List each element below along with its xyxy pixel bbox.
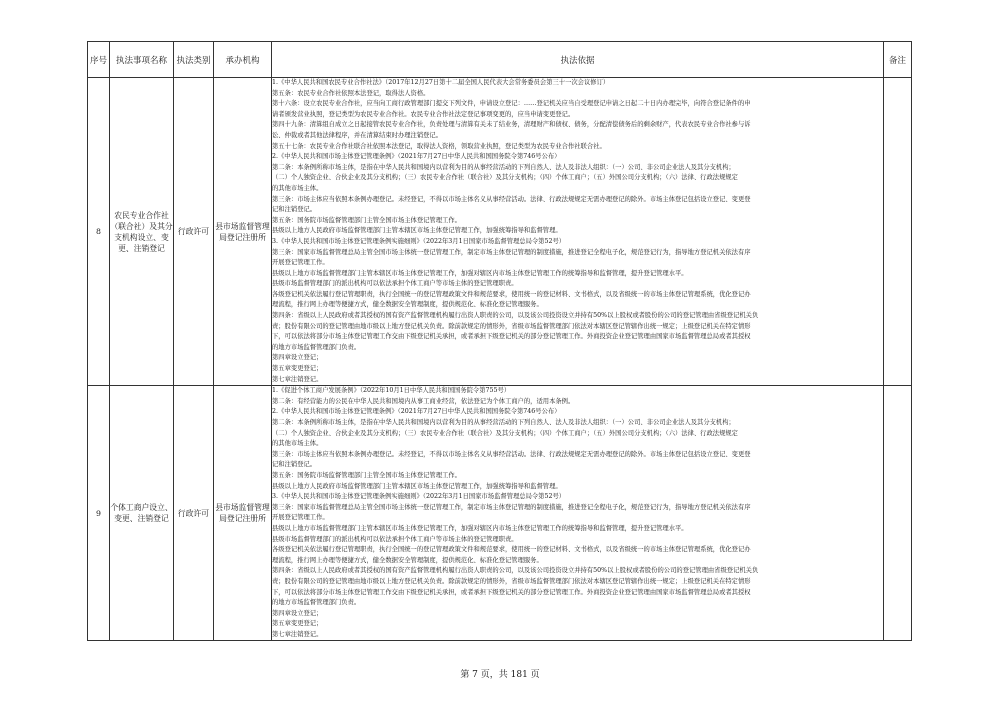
remark — [884, 386, 912, 641]
basis-line: 县级以上地方人民政府市场监督管理部门主管本辖区市场主体登记管理工作，加强统筹指导和监督管理。 — [272, 227, 562, 235]
basis-line: 第五条：国务院市场监督管理部门主管全国市场主体登记管理工作。 — [272, 471, 461, 479]
basis-line: 第三条：国家市场监督管理总局主管全国市场主体统一登记管理工作，制定市场主体登记管理的制度措施，推进登记全程电子化，规范登记行为，指导地方登记机关依法有序 — [272, 248, 751, 256]
basis-line: 理流程，推行网上办理等便捷方式，健全数据安全管理制度，提供规范化、标准化登记管理服务。 — [272, 301, 543, 309]
basis-line: 第二条：本条例所称市场主体，是指在中华人民共和国境内以营利为目的从事经营活动的下列自然人、法人及非法人组织：（一）公司、非公司企业法人及其分支机构； — [272, 419, 735, 426]
basis-line: 第四条：省级以上人民政府或者其授权的国有资产监督管理机构履行出资人职责的公司，以及该公司投资设立并持有50%以上股权或者股份的公司的登记管理由省级登记机关负 — [272, 312, 759, 320]
basis-line: 县级市场监督管理部门的派出机构可以依法承担个体工商户等市场主体的登记管理职责。 — [272, 280, 518, 288]
handling-agency: 县市场监督管理局登记注册所 — [214, 78, 272, 386]
basis-line: 的地方市场监督管理部门负责。 — [272, 343, 361, 351]
basis-line: 县级市场监督管理部门的派出机构可以依法承担个体工商户等市场主体的登记管理职责。 — [272, 535, 518, 543]
table-row — [88, 78, 912, 386]
basis-line: 责；股份有限公司的登记管理由地市级以上地方登记机关负责。除前款规定的情形外，省级市场监督管理部门依法对本辖区登记管辖作出统一规定；上级登记机关在特定情形 — [272, 577, 751, 585]
basis-line: 理流程，推行网上办理等便捷方式，健全数据安全管理制度，提供规范化、标准化登记管理服务。 — [272, 556, 543, 564]
basis-line: 第五十七条：农民专业合作社联合社依照本法登记，取得法人资格，领取营业执照，登记类型为农民专业合作社联合社。 — [272, 142, 606, 150]
basis-line: 第四章设立登记； — [272, 609, 323, 617]
basis-line: 县级以上地方市场监督管理部门主管本辖区市场主体登记管理工作，加强对辖区内市场主体登记管理工作的统筹指导和监督管理，提升登记管理水平。 — [272, 524, 688, 532]
basis-line: 第五条：国务院市场监督管理部门主管全国市场主体登记管理工作。 — [272, 216, 461, 224]
basis-line: 第二条：有经营能力的公民在中华人民共和国境内从事工商业经营，依法登记为个体工商户的，适用本条例。 — [272, 397, 575, 405]
handling-agency: 县市场监督管理局登记注册所 — [214, 386, 272, 641]
basis-line: 第五条：农民专业合作社依照本法登记，取得法人资格。 — [272, 89, 430, 97]
basis-line: 各级登记机关依法履行登记管理职责，执行全国统一的登记管理政策文件和规范要求，使用统一的登记材料、文书格式，以及省级统一的市场主体登记管理系统，优化登记办 — [272, 290, 751, 298]
table-row — [88, 386, 912, 641]
basis-line: 2.《中华人民共和国市场主体登记管理条例》（2021年7月27日中华人民共和国国务院令第746号公布） — [272, 153, 561, 161]
basis-line: 的地方市场监督管理部门负责。 — [272, 599, 361, 607]
basis-line: 第五章变更登记； — [272, 620, 323, 628]
basis-line: 开展登记管理工作。 — [272, 259, 329, 267]
basis-line: 开展登记管理工作。 — [272, 514, 329, 522]
basis-line: 3.《中华人民共和国市场主体登记管理条例实施细则》（2022年3月1日国家市场监督管理总局令第52号） — [272, 237, 566, 245]
header-remark: 备注 — [884, 42, 912, 78]
basis-line: 第二条：本条例所称市场主体，是指在中华人民共和国境内以营利为目的从事经营活动的下列自然人、法人及非法人组织：（一）公司、非公司企业法人及其分支机构； — [272, 163, 735, 171]
enforcement-basis — [272, 386, 884, 641]
basis-line: （二）个人独资企业、合伙企业及其分支机构；（三）农民专业合作社（联合社）及其分支机构；（四）个体工商户；（五）外国公司分支机构；（六）法律、行政法规规定 — [272, 174, 738, 182]
basis-line: 下，可以依法将部分市场主体登记管理工作交由下级登记机关承担，或者承担下级登记机关的部分登记管理工作。外商投资企业登记管理由国家市场监督管理总局或者其授权 — [272, 588, 751, 596]
enforcement-category: 行政许可 — [174, 78, 214, 386]
row-number: 8 — [88, 78, 110, 386]
basis-line: 第十六条：设立农民专业合作社，应当向工商行政管理部门提交下列文件，申请设立登记：……登记机关应当自受理登记申请之日起二十日内办理完毕，向符合登记条件的申 — [272, 100, 751, 108]
basis-line: 县级以上地方市场监督管理部门主管本辖区市场主体登记管理工作，加强对辖区内市场主体登记管理工作的统筹指导和监督管理，提升登记管理水平。 — [272, 269, 688, 277]
basis-line: （二）个人独资企业、合伙企业及其分支机构；（三）农民专业合作社（联合社）及其分支机构；（四）个体工商户；（五）外国公司分支机构；（六）法律、行政法规规定 — [272, 429, 738, 437]
row-number: 9 — [88, 386, 110, 641]
page-footer: 第 7 页，共 181 页 — [460, 670, 540, 680]
basis-line: 第七章注销登记。 — [272, 375, 323, 383]
basis-line: 第四章设立登记； — [272, 354, 323, 362]
basis-line: 第五章变更登记； — [272, 365, 323, 373]
basis-line: 的其他市场主体。 — [272, 184, 323, 192]
item-name: 农民专业合作社（联合社）及其分支机构设立、变更、注销登记 — [110, 78, 174, 386]
table-header-row — [88, 42, 912, 78]
basis-line: 1.《中华人民共和国农民专业合作社法》（2017年12月27日第十二届全国人民代表大会常务委员会第三十一次会议修订） — [272, 79, 610, 86]
basis-line: 记和注销登记。 — [272, 206, 317, 214]
remark — [884, 78, 912, 386]
enforcement-basis — [272, 78, 884, 386]
header-agency: 承办机构 — [214, 42, 272, 78]
basis-line: 请者颁发营业执照，登记类型为农民专业合作社。农民专业合作社法定登记事项变更的，应当申请变更登记。 — [272, 110, 575, 118]
basis-line: 县级以上地方人民政府市场监督管理部门主管本辖区市场主体登记管理工作，加强统筹指导和监督管理。 — [272, 482, 562, 490]
basis-line: 3.《中华人民共和国市场主体登记管理条例实施细则》（2022年3月1日国家市场监督管理总局令第52号） — [272, 493, 566, 501]
header-basis: 执法依据 — [272, 42, 884, 78]
basis-line: 第三条：国家市场监督管理总局主管全国市场主体统一登记管理工作，制定市场主体登记管理的制度措施，推进登记全程电子化，规范登记行为，指导地方登记机关依法有序 — [272, 503, 751, 511]
header-item: 执法事项名称 — [110, 42, 174, 78]
header-category: 执法类别 — [174, 42, 214, 78]
basis-line: 讼、仲裁或者其他法律程序，并在清算结束时办理注销登记。 — [272, 131, 443, 139]
basis-line: 2.《中华人民共和国市场主体登记管理条例》（2021年7月27日中华人民共和国国务院令第746号公布） — [272, 408, 561, 416]
basis-line: 第三条：市场主体应当依照本条例办理登记。未经登记，不得以市场主体名义从事经营活动。法律、行政法规规定无需办理登记的除外。市场主体登记包括设立登记、变更登 — [272, 195, 751, 203]
basis-line: 下，可以依法将部分市场主体登记管理工作交由下级登记机关承担，或者承担下级登记机关的部分登记管理工作。外商投资企业登记管理由国家市场监督管理总局或者其授权 — [272, 333, 751, 341]
basis-line: 的其他市场主体。 — [272, 440, 323, 448]
header-no: 序号 — [88, 42, 110, 78]
basis-line: 1.《促进个体工商户发展条例》（2022年10月1日中华人民共和国国务院令第755号） — [272, 387, 511, 395]
basis-line: 第四十九条：清算组自成立之日起接管农民专业合作社，负责处理与清算有关未了结业务，清理财产和债权、债务，分配清偿债务后的剩余财产，代表农民专业合作社参与诉 — [272, 121, 751, 129]
enforcement-category: 行政许可 — [174, 386, 214, 641]
basis-line: 各级登记机关依法履行登记管理职责，执行全国统一的登记管理政策文件和规范要求，使用统一的登记材料、文书格式，以及省级统一的市场主体登记管理系统，优化登记办 — [272, 546, 751, 554]
basis-line: 记和注销登记。 — [272, 461, 317, 469]
basis-line: 第七章注销登记。 — [272, 630, 323, 638]
item-name: 个体工商户设立、变更、注销登记 — [110, 386, 174, 641]
basis-line: 责；股份有限公司的登记管理由地市级以上地方登记机关负责。除前款规定的情形外，省级市场监督管理部门依法对本辖区登记管辖作出统一规定；上级登记机关在特定情形 — [272, 322, 751, 330]
enforcement-table — [87, 41, 912, 641]
basis-line: 第三条：市场主体应当依照本条例办理登记。未经登记，不得以市场主体名义从事经营活动。法律、行政法规规定无需办理登记的除外。市场主体登记包括设立登记、变更登 — [272, 450, 751, 458]
basis-line: 第四条：省级以上人民政府或者其授权的国有资产监督管理机构履行出资人职责的公司，以及该公司投资设立并持有50%以上股权或者股份的公司的登记管理由省级登记机关负 — [272, 567, 759, 575]
